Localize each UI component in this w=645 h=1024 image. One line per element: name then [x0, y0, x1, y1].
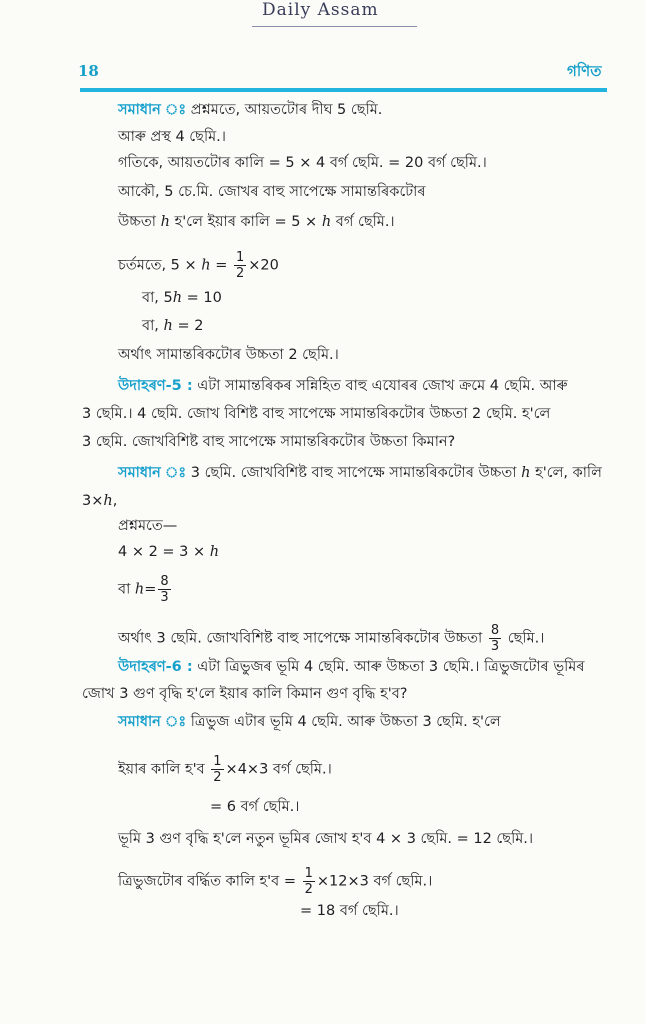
solution-1-line-1: সমাধান ঃ প্ৰশ্নমতে, আয়তটোৰ দীঘ 5 ছেমি.: [118, 102, 383, 118]
example-5-label: উদাহৰণ-5 :: [118, 378, 193, 394]
example-5-line-2: 3 ছেমি.। 4 ছেমি. জোখ বিশিষ্ট বাহু সাপেক্ষে সামান্তৰিকটোৰ উচ্চতা 2 ছেমি. হ'লে: [82, 406, 551, 422]
solution-1-line-3: গতিকে, আয়তটোৰ কালি = 5 × 4 বৰ্গ ছেমি. = 20 বৰ্গ ছেমি.।: [118, 155, 487, 171]
fraction-eight-thirds: $\frac{8}{3}$: [490, 623, 500, 654]
solution-6-new-area: ত্ৰিভুজটোৰ বৰ্দ্ধিত কালি হ'ব = $\frac{1}{2}$ ×12×3 বৰ্গ ছেমি.।: [118, 866, 433, 897]
solution-1-line-2: আৰু প্ৰস্থ 4 ছেমি.।: [118, 129, 226, 145]
header-rule: [80, 88, 607, 92]
example-5-line-3: 3 ছেমি. জোখবিশিষ্ট বাহু সাপেক্ষে সামান্তৰিকটোৰ উচ্চতা কিমান?: [82, 434, 456, 450]
solution-label: সমাধান ঃ: [118, 465, 187, 481]
fraction-half: $\frac{1}{2}$: [213, 754, 222, 785]
solution-5-conclusion: অৰ্থাৎ 3 ছেমি. জোখবিশিষ্ট বাহু সাপেক্ষে সামান্তৰিকটোৰ উচ্চতা $\frac{8}{3}$ ছেমি.।: [118, 623, 545, 654]
fraction-half: $\frac{1}{2}$: [236, 250, 245, 281]
solution-1-line-4: আকৌ, 5 চে.মি. জোখৰ বাহু সাপেক্ষে সামান্তৰিকটোৰ: [118, 184, 426, 200]
solution-5-equation: 4 × 2 = 3 × h: [118, 544, 220, 560]
condition-equation: চৰ্তমতে, 5 × h = $\frac{1}{2}$ ×20: [118, 250, 279, 281]
watermark-text: Daily Assam: [262, 0, 379, 20]
solution-1-line-5: উচ্চতা h হ'লে ইয়াৰ কালি = 5 × h বৰ্গ ছেমি.।: [118, 214, 395, 230]
watermark-underline: [252, 26, 417, 27]
solution-1-conclusion: অৰ্থাৎ সামান্তৰিকটোৰ উচ্চতা 2 ছেমি.।: [118, 347, 339, 363]
solution-label: সমাধান ঃ: [118, 714, 187, 730]
solution-6-area-result: = 6 বৰ্গ ছেমি.।: [210, 799, 300, 815]
example-5-line-1: উদাহৰণ-5 : এটা সামান্তৰিকৰ সন্নিহিত বাহু এযোৰৰ জোখ ক্ৰমে 4 ছেমি. আৰু: [118, 378, 568, 394]
equation-step-1: বা, 5h = 10: [142, 290, 222, 306]
solution-6-new-area-result: = 18 বৰ্গ ছেমি.।: [300, 903, 399, 919]
example-6-line-1: উদাহৰণ-6 : এটা ত্ৰিভুজৰ ভূমি 4 ছেমি. আৰু উচ্চতা 3 ছেমি.। ত্ৰিভুজটোৰ ভূমিৰ: [118, 659, 585, 675]
fraction-half: $\frac{1}{2}$: [304, 866, 313, 897]
solution-6-area: ইয়াৰ কালি হ'ব $\frac{1}{2}$ ×4×3 বৰ্গ ছেমি.।: [118, 754, 332, 785]
solution-5-result: বা h= $\frac{8}{3}$: [118, 574, 169, 605]
page-number: 18: [78, 62, 99, 80]
solution-5-line-2: 3×h,: [82, 493, 118, 509]
fraction-eight-thirds: $\frac{8}{3}$: [160, 574, 169, 605]
equation-step-2: বা, h = 2: [142, 318, 204, 334]
example-6-label: উদাহৰণ-6 :: [118, 659, 193, 675]
example-6-line-2: জোখ 3 গুণ বৃদ্ধি হ'লে ইয়াৰ কালি কিমান গুণ বৃদ্ধি হ'ব?: [82, 686, 408, 702]
page-header-title: গণিত: [567, 62, 602, 80]
solution-label: সমাধান ঃ: [118, 102, 187, 118]
solution-5-line-3: প্ৰশ্নমতে—: [118, 518, 178, 534]
solution-6-line-1: সমাধান ঃ ত্ৰিভুজ এটাৰ ভূমি 4 ছেমি. আৰু উচ্চতা 3 ছেমি. হ'লে: [118, 714, 501, 730]
solution-6-new-base: ভূমি 3 গুণ বৃদ্ধি হ'লে নতুন ভূমিৰ জোখ হ'ব 4 × 3 ছেমি. = 12 ছেমি.।: [118, 831, 534, 847]
solution-5-line-1: সমাধান ঃ 3 ছেমি. জোখবিশিষ্ট বাহু সাপেক্ষে সামান্তৰিকটোৰ উচ্চতা h হ'লে, কালি: [118, 465, 602, 481]
